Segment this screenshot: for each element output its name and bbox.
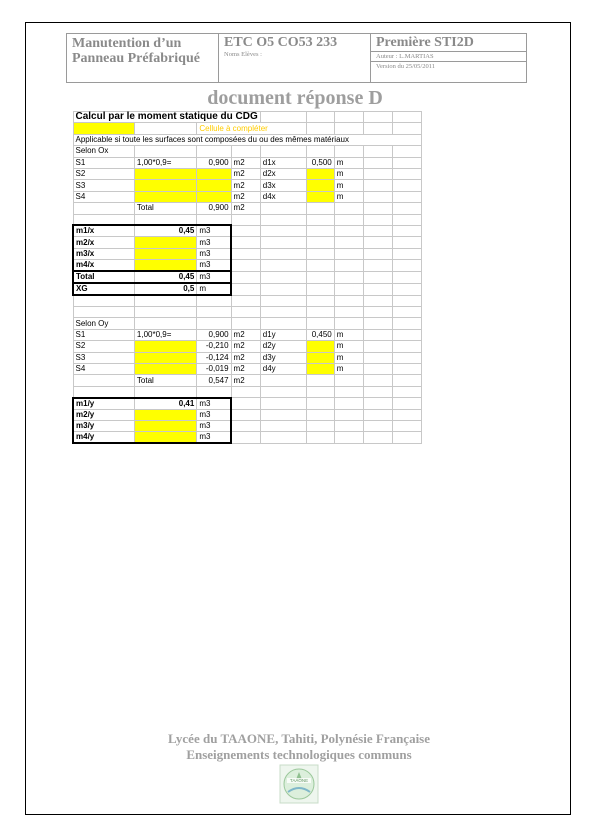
moment-label: m1/x xyxy=(73,225,134,237)
cg-unit: m xyxy=(197,283,231,295)
legend-swatch xyxy=(73,123,134,134)
table-row xyxy=(73,168,421,179)
moment-input[interactable] xyxy=(134,409,196,420)
total-area: 0,547 xyxy=(197,375,231,386)
area-unit: m2 xyxy=(231,329,260,340)
moment-value: 0,45 xyxy=(134,225,196,237)
distance-unit: m xyxy=(334,157,363,168)
table-row xyxy=(73,180,421,191)
moment-total-unit: m3 xyxy=(197,271,231,283)
moment-unit: m3 xyxy=(197,421,231,432)
distance-input[interactable] xyxy=(306,364,334,375)
distance-unit: m xyxy=(334,191,363,202)
moment-row xyxy=(73,248,421,259)
moment-total-row xyxy=(73,271,421,283)
area-unit: m2 xyxy=(231,157,260,168)
moment-row xyxy=(73,398,421,410)
table-row xyxy=(73,352,421,363)
area-unit: m2 xyxy=(231,352,260,363)
moment-unit: m3 xyxy=(197,409,231,420)
cg-row xyxy=(73,283,421,295)
distance-unit: m xyxy=(334,168,363,179)
area-unit: m2 xyxy=(231,168,260,179)
header-right-title: Première STI2D xyxy=(371,35,526,52)
distance-input[interactable] xyxy=(306,191,334,202)
spacer-row xyxy=(73,295,421,306)
moment-input[interactable] xyxy=(134,237,196,248)
moment-input[interactable] xyxy=(134,421,196,432)
surface-label: S2 xyxy=(73,168,134,179)
moment-row xyxy=(73,237,421,248)
moment-unit: m3 xyxy=(197,248,231,259)
document-header xyxy=(66,33,527,83)
moment-label: m2/x xyxy=(73,237,134,248)
header-left-title: Manutention d’un Panneau Préfabriqué xyxy=(72,36,200,66)
header-author: Auteur : L.MARTIAS xyxy=(371,52,526,62)
surface-formula-input[interactable] xyxy=(134,191,196,202)
moment-label: m3/x xyxy=(73,248,134,259)
surface-label: S4 xyxy=(73,364,134,375)
moment-input[interactable] xyxy=(134,432,196,444)
header-left-cell xyxy=(67,34,219,82)
distance-unit: m xyxy=(334,341,363,352)
moment-label: m3/y xyxy=(73,421,134,432)
moment-total-value: 0,45 xyxy=(134,271,196,283)
surface-area-input[interactable] xyxy=(197,191,231,202)
distance-label: d2x xyxy=(260,168,306,179)
total-label: Total xyxy=(134,375,196,386)
surface-label: S3 xyxy=(73,180,134,191)
distance-unit: m xyxy=(334,352,363,363)
surface-area: -0,210 xyxy=(197,341,231,352)
surface-formula: 1,00*0,9= xyxy=(134,329,196,340)
spacer-row xyxy=(73,214,421,225)
moment-value: 0,41 xyxy=(134,398,196,410)
ox-section-row xyxy=(73,146,421,157)
moment-label: m4/x xyxy=(73,260,134,272)
surface-area: 0,900 xyxy=(197,329,231,340)
surface-label: S4 xyxy=(73,191,134,202)
header-students-label: Noms Elèves : xyxy=(224,51,262,58)
distance-label: d1x xyxy=(260,157,306,168)
moment-label: m1/y xyxy=(73,398,134,410)
distance-input[interactable] xyxy=(306,341,334,352)
moment-input[interactable] xyxy=(134,248,196,259)
distance-label: d3x xyxy=(260,180,306,191)
table-row xyxy=(73,191,421,202)
table-row xyxy=(73,157,421,168)
area-unit: m2 xyxy=(231,203,260,214)
area-unit: m2 xyxy=(231,191,260,202)
distance-unit: m xyxy=(334,364,363,375)
surface-area-input[interactable] xyxy=(197,168,231,179)
distance-value: 0,450 xyxy=(306,329,334,340)
distance-label: d4x xyxy=(260,191,306,202)
cdg-calculation-table xyxy=(72,111,422,444)
distance-label: d3y xyxy=(260,352,306,363)
header-right-cell xyxy=(371,34,526,82)
distance-input[interactable] xyxy=(306,168,334,179)
table-title-row xyxy=(73,112,421,123)
footer-department: Enseignements technologiques communs xyxy=(186,747,412,762)
header-center-cell xyxy=(219,34,371,82)
distance-value: 0,500 xyxy=(306,157,334,168)
area-unit: m2 xyxy=(231,180,260,191)
surface-formula-input[interactable] xyxy=(134,364,196,375)
legend-row xyxy=(73,123,421,134)
distance-label: d4y xyxy=(260,364,306,375)
area-unit: m2 xyxy=(231,375,260,386)
table-title: Calcul par le moment statique du CDG xyxy=(73,112,260,123)
footer-school: Lycée du TAAONE, Tahiti, Polynésie Française xyxy=(167,731,431,746)
document-title: document réponse D xyxy=(207,87,383,109)
moment-row xyxy=(73,225,421,237)
legend-note: Cellule à compléter xyxy=(197,123,306,134)
header-center-title: ETC O5 CO53 233 xyxy=(224,35,338,50)
surface-area: 0,900 xyxy=(197,157,231,168)
total-label: Total xyxy=(134,203,196,214)
cg-value: 0,5 xyxy=(134,283,196,295)
surface-label: S1 xyxy=(73,329,134,340)
surface-label: S3 xyxy=(73,352,134,363)
distance-label: d2y xyxy=(260,341,306,352)
moment-input[interactable] xyxy=(134,260,196,272)
distance-unit: m xyxy=(334,329,363,340)
surface-area: -0,124 xyxy=(197,352,231,363)
moment-total-label: Total xyxy=(73,271,134,283)
distance-unit: m xyxy=(334,180,363,191)
surface-formula-input[interactable] xyxy=(134,352,196,363)
oy-section-row xyxy=(73,318,421,329)
surface-area: -0,019 xyxy=(197,364,231,375)
moment-row xyxy=(73,409,421,420)
moment-label: m2/y xyxy=(73,409,134,420)
surface-label: S1 xyxy=(73,157,134,168)
surface-formula-input[interactable] xyxy=(134,180,196,191)
total-area-row xyxy=(73,375,421,386)
ox-section-label: Selon Ox xyxy=(73,146,134,157)
applicable-note: Applicable si toute les surfaces sont composées du ou des mêmes matériaux xyxy=(73,134,421,145)
moment-row xyxy=(73,421,421,432)
cg-label: XG xyxy=(73,283,134,295)
spacer-row xyxy=(73,386,421,397)
distance-input[interactable] xyxy=(306,180,334,191)
surface-label: S2 xyxy=(73,341,134,352)
surface-formula-input[interactable] xyxy=(134,168,196,179)
oy-section-label: Selon Oy xyxy=(73,318,134,329)
moment-row xyxy=(73,260,421,272)
moment-label: m4/y xyxy=(73,432,134,444)
table-row xyxy=(73,329,421,340)
surface-area-input[interactable] xyxy=(197,180,231,191)
logo-wordmark: TAAONE xyxy=(289,778,309,783)
area-unit: m2 xyxy=(231,364,260,375)
table-row xyxy=(73,364,421,375)
moment-unit: m3 xyxy=(197,225,231,237)
distance-label: d1y xyxy=(260,329,306,340)
moment-unit: m3 xyxy=(197,432,231,444)
total-area-row xyxy=(73,203,421,214)
footer xyxy=(0,731,590,763)
moment-row xyxy=(73,432,421,444)
table-row xyxy=(73,341,421,352)
applicable-row xyxy=(73,134,421,145)
area-unit: m2 xyxy=(231,341,260,352)
surface-formula-input[interactable] xyxy=(134,341,196,352)
surface-formula: 1,00*0,9= xyxy=(134,157,196,168)
spacer-row xyxy=(73,307,421,318)
moment-unit: m3 xyxy=(197,398,231,410)
distance-input[interactable] xyxy=(306,352,334,363)
moment-unit: m3 xyxy=(197,260,231,272)
header-version: Version du 25/05/2011 xyxy=(376,63,435,70)
school-logo-icon xyxy=(279,764,319,804)
total-area: 0,900 xyxy=(197,203,231,214)
moment-unit: m3 xyxy=(197,237,231,248)
